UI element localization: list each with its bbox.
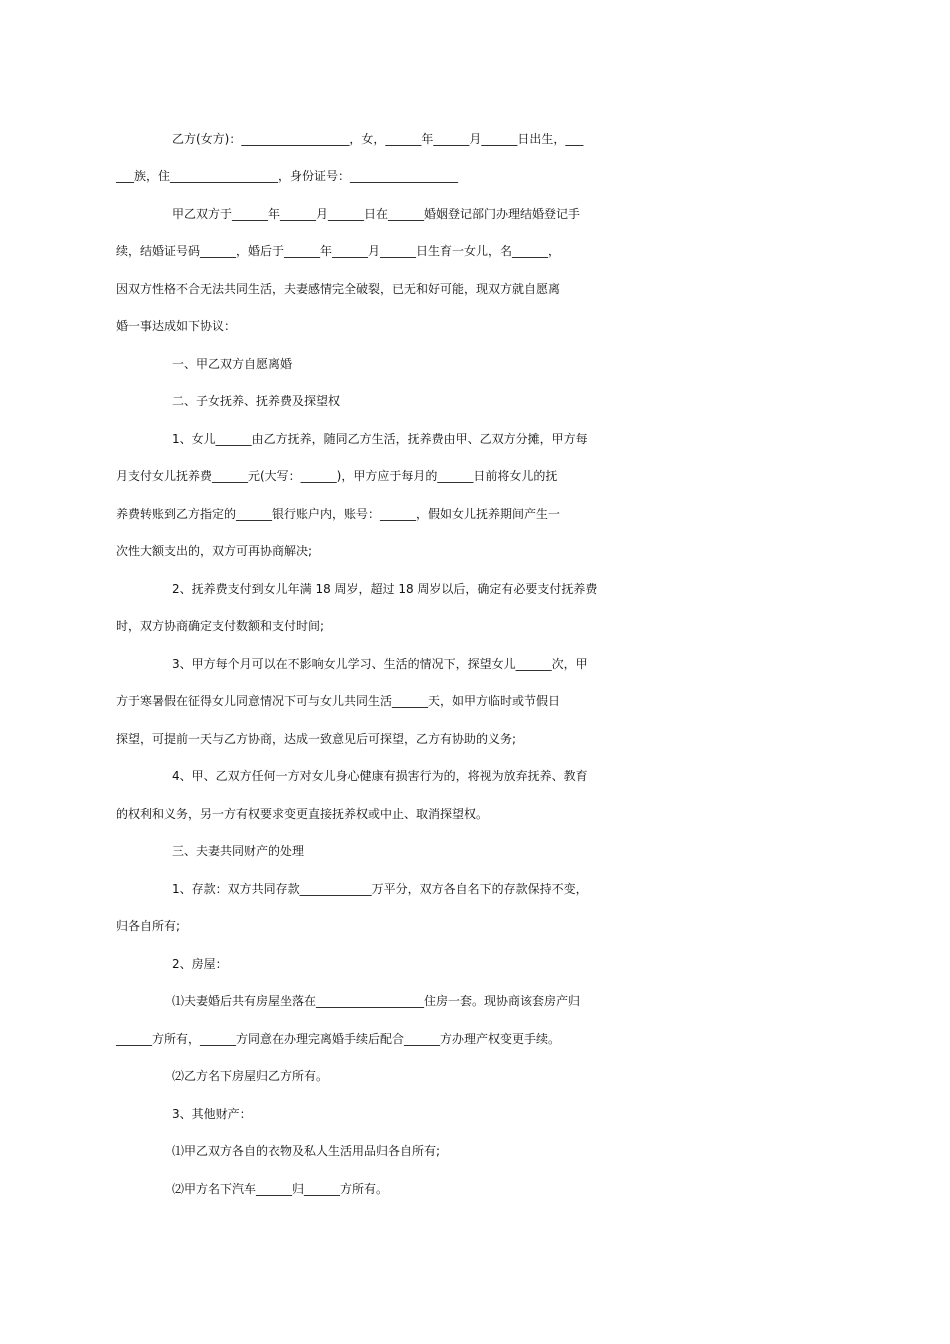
text-line: ___族，住__________________，身份证号：__________________ <box>116 169 459 183</box>
text-line: 1、女儿______由乙方抚养，随同乙方生活，抚养费由甲、乙双方分摊，甲方每 <box>172 432 588 446</box>
text-line: 甲乙双方于______年______月______日在______婚姻登记部门办理结婚登记手 <box>172 207 581 221</box>
text-line: ⑵甲方名下汽车______归______方所有。 <box>172 1182 389 1196</box>
text-line: 月支付女儿抚养费______元(大写：______)，甲方应于每月的______日前将女儿的抚 <box>116 469 558 483</box>
text-line: 2、抚养费支付到女儿年满 18 周岁，超过 18 周岁以后，确定有必要支付抚养费 <box>172 582 598 596</box>
text-line: ⑴甲乙双方各自的衣物及私人生活用品归各自所有; <box>172 1144 441 1158</box>
section-heading: 二、子女抚养、抚养费及探望权 <box>172 394 341 408</box>
text-line: ⑵乙方名下房屋归乙方所有。 <box>172 1069 329 1083</box>
section-heading: 三、夫妻共同财产的处理 <box>172 844 305 858</box>
text-line: 3、甲方每个月可以在不影响女儿学习、生活的情况下，探望女儿______次，甲 <box>172 657 588 671</box>
text-line: 2、房屋： <box>172 957 228 971</box>
text-line: 4、甲、乙双方任何一方对女儿身心健康有损害行为的，将视为放弃抚养、教育 <box>172 769 588 783</box>
text-line: 因双方性格不合无法共同生活，夫妻感情完全破裂，已无和好可能，现双方就自愿离 <box>116 282 561 296</box>
text-line: 归各自所有; <box>116 919 181 933</box>
text-line: 养费转账到乙方指定的______银行账户内，账号：______，假如女儿抚养期间产生一 <box>116 507 561 521</box>
text-line: 时，双方协商确定支付数额和支付时间; <box>116 619 325 633</box>
text-line: 3、其他财产： <box>172 1107 252 1121</box>
text-line: 乙方(女方)：__________________，女，______年______月______日出生，___ <box>172 132 584 146</box>
text-line: 续，结婚证号码______，婚后于______年______月______日生育一女儿，名______， <box>116 244 561 258</box>
text-line: 的权利和义务，另一方有权要求变更直接抚养权或中止、取消探望权。 <box>116 807 489 821</box>
text-line: 婚一事达成如下协议： <box>116 319 237 333</box>
text-line: ⑴夫妻婚后共有房屋坐落在__________________住房一套。现协商该套房产归 <box>172 994 581 1008</box>
text-line: 1、存款：双方共同存款____________万平分，双方各自名下的存款保持不变， <box>172 882 588 896</box>
text-line: 探望，可提前一天与乙方协商，达成一致意见后可探望，乙方有协助的义务; <box>116 732 517 746</box>
text-line: 方于寒暑假在征得女儿同意情况下可与女儿共同生活______天，如甲方临时或节假日 <box>116 694 561 708</box>
text-line: ______方所有，______方同意在办理完离婚手续后配合______方办理产权变更手续。 <box>116 1032 561 1046</box>
text-line: 次性大额支出的，双方可再协商解决; <box>116 544 313 558</box>
section-heading: 一、甲乙双方自愿离婚 <box>172 357 293 371</box>
